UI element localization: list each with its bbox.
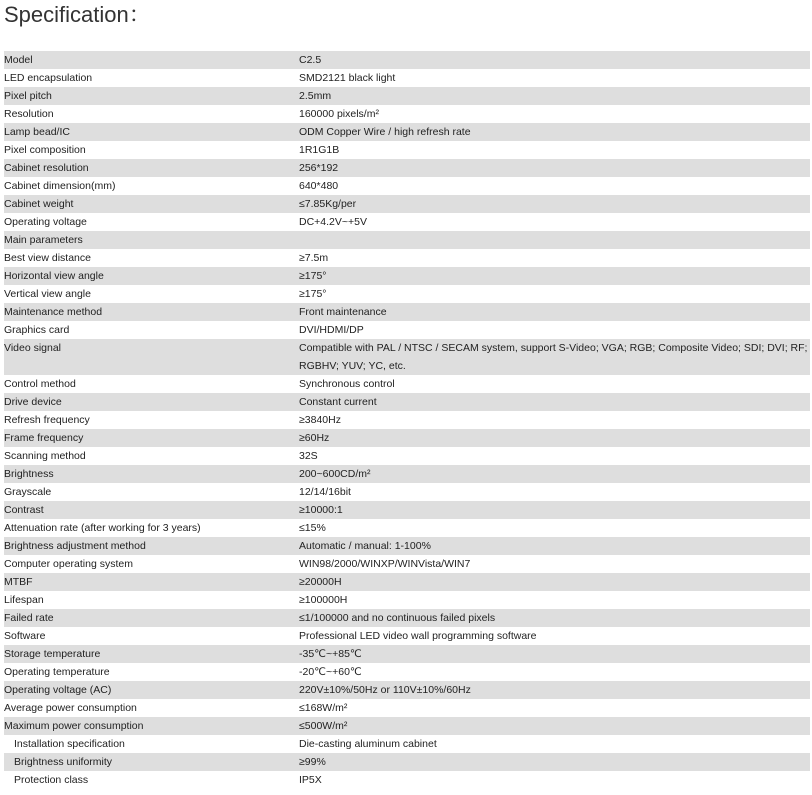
spec-label: Contrast [4, 501, 299, 519]
spec-label: Operating voltage [4, 213, 299, 231]
spec-value: IP5X [299, 771, 810, 789]
table-row [4, 519, 810, 537]
table-row [4, 483, 810, 501]
table-row [4, 375, 810, 393]
spec-label: Main parameters [4, 231, 299, 249]
spec-value: ≥20000H [299, 573, 810, 591]
table-row [4, 195, 810, 213]
spec-value: 1R1G1B [299, 141, 810, 159]
spec-value: ≤500W/m² [299, 717, 810, 735]
table-row [4, 717, 810, 735]
spec-value: ≤1/100000 and no continuous failed pixels [299, 609, 810, 627]
table-row [4, 699, 810, 717]
spec-label: Brightness uniformity [4, 753, 299, 771]
table-row [4, 87, 810, 105]
spec-label: Vertical view angle [4, 285, 299, 303]
spec-label: Cabinet resolution [4, 159, 299, 177]
table-row [4, 429, 810, 447]
spec-label: Pixel composition [4, 141, 299, 159]
specification-table [4, 51, 810, 789]
table-row [4, 339, 810, 375]
spec-value: Automatic / manual: 1-100% [299, 537, 810, 555]
table-row [4, 591, 810, 609]
spec-value: DC+4.2V~+5V [299, 213, 810, 231]
spec-value: ≥175° [299, 267, 810, 285]
spec-value: ≤7.85Kg/per [299, 195, 810, 213]
table-row [4, 69, 810, 87]
table-row [4, 609, 810, 627]
spec-label: Lifespan [4, 591, 299, 609]
spec-label: Attenuation rate (after working for 3 years) [4, 519, 299, 537]
spec-label: Grayscale [4, 483, 299, 501]
table-row [4, 141, 810, 159]
spec-value [299, 231, 810, 249]
spec-label: Maintenance method [4, 303, 299, 321]
spec-value: -35℃~+85℃ [299, 645, 810, 663]
table-row [4, 555, 810, 573]
spec-value: -20℃~+60℃ [299, 663, 810, 681]
spec-label: Failed rate [4, 609, 299, 627]
spec-value: Die-casting aluminum cabinet [299, 735, 810, 753]
spec-value: 220V±10%/50Hz or 110V±10%/60Hz [299, 681, 810, 699]
spec-value: 12/14/16bit [299, 483, 810, 501]
spec-value: ≥175° [299, 285, 810, 303]
spec-value: SMD2121 black light [299, 69, 810, 87]
spec-label: Brightness [4, 465, 299, 483]
spec-label: Resolution [4, 105, 299, 123]
spec-value: ODM Copper Wire / high refresh rate [299, 123, 810, 141]
spec-label: Video signal [4, 339, 299, 375]
spec-label: Software [4, 627, 299, 645]
table-row [4, 285, 810, 303]
spec-value: ≥100000H [299, 591, 810, 609]
table-row [4, 753, 810, 771]
spec-value: 200~600CD/m² [299, 465, 810, 483]
table-row [4, 627, 810, 645]
spec-value: DVI/HDMI/DP [299, 321, 810, 339]
table-row [4, 573, 810, 591]
spec-label: Cabinet weight [4, 195, 299, 213]
spec-label: Frame frequency [4, 429, 299, 447]
spec-value: WIN98/2000/WINXP/WINVista/WIN7 [299, 555, 810, 573]
table-row [4, 213, 810, 231]
spec-value: Compatible with PAL / NTSC / SECAM system, support S-Video; VGA; RGB; Composite Video; SDI; DVI; RF; RGBHV; YUV; YC, etc. [299, 339, 810, 375]
spec-label: MTBF [4, 573, 299, 591]
spec-value: ≥60Hz [299, 429, 810, 447]
spec-value: 256*192 [299, 159, 810, 177]
spec-label: Maximum power consumption [4, 717, 299, 735]
spec-value: 160000 pixels/m² [299, 105, 810, 123]
spec-label: Installation specification [4, 735, 299, 753]
page-title: Specification： [4, 2, 151, 27]
spec-label: Horizontal view angle [4, 267, 299, 285]
table-row [4, 159, 810, 177]
table-row [4, 321, 810, 339]
spec-value: ≥7.5m [299, 249, 810, 267]
table-row [4, 447, 810, 465]
table-row [4, 123, 810, 141]
spec-label: Drive device [4, 393, 299, 411]
table-row [4, 465, 810, 483]
table-row [4, 537, 810, 555]
spec-label: Best view distance [4, 249, 299, 267]
table-row [4, 177, 810, 195]
spec-label: Graphics card [4, 321, 299, 339]
spec-value: ≤15% [299, 519, 810, 537]
spec-value: 32S [299, 447, 810, 465]
table-row [4, 771, 810, 789]
spec-label: Refresh frequency [4, 411, 299, 429]
spec-value: 2.5mm [299, 87, 810, 105]
table-row [4, 411, 810, 429]
spec-value: ≥3840Hz [299, 411, 810, 429]
table-row [4, 231, 810, 249]
spec-label: Operating voltage (AC) [4, 681, 299, 699]
spec-value: Professional LED video wall programming software [299, 627, 810, 645]
table-row [4, 51, 810, 69]
table-row [4, 645, 810, 663]
spec-label: Operating temperature [4, 663, 299, 681]
spec-label: Model [4, 51, 299, 69]
spec-label: Pixel pitch [4, 87, 299, 105]
table-row [4, 393, 810, 411]
spec-value: ≤168W/m² [299, 699, 810, 717]
spec-label: Scanning method [4, 447, 299, 465]
spec-value: 640*480 [299, 177, 810, 195]
table-row [4, 663, 810, 681]
spec-label: Protection class [4, 771, 299, 789]
table-row [4, 735, 810, 753]
table-row [4, 105, 810, 123]
spec-value: Front maintenance [299, 303, 810, 321]
table-row [4, 249, 810, 267]
table-row [4, 267, 810, 285]
table-row [4, 681, 810, 699]
spec-value: Synchronous control [299, 375, 810, 393]
spec-label: Lamp bead/IC [4, 123, 299, 141]
spec-value: C2.5 [299, 51, 810, 69]
spec-label: Computer operating system [4, 555, 299, 573]
spec-label: Average power consumption [4, 699, 299, 717]
table-row [4, 303, 810, 321]
table-row [4, 501, 810, 519]
spec-label: LED encapsulation [4, 69, 299, 87]
spec-label: Brightness adjustment method [4, 537, 299, 555]
spec-value: ≥10000:1 [299, 501, 810, 519]
spec-label: Storage temperature [4, 645, 299, 663]
spec-label: Control method [4, 375, 299, 393]
spec-label: Cabinet dimension(mm) [4, 177, 299, 195]
spec-value: Constant current [299, 393, 810, 411]
spec-value: ≥99% [299, 753, 810, 771]
